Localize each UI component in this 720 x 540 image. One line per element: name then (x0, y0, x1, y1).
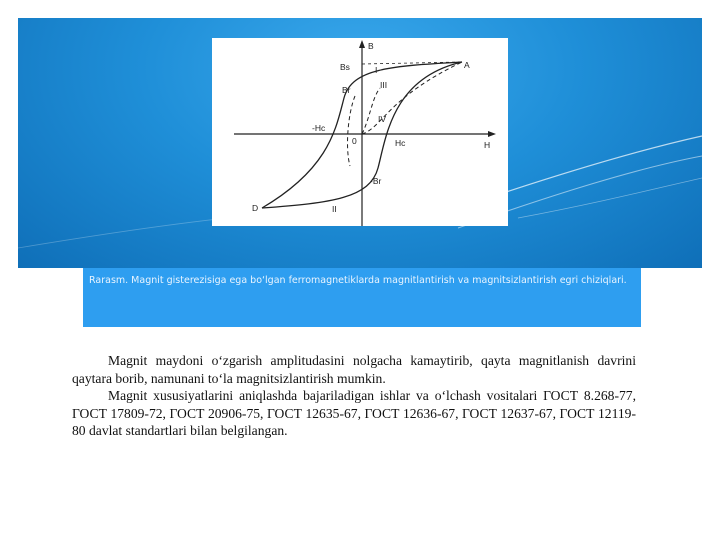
label-curve-iii: III (380, 80, 388, 90)
paragraph-2: Magnit xususiyatlarini aniqlashda bajariladigan ishlar va o‘lchash vositalari ГОСТ 8.268-77, ГОСТ 17809-72, ГОСТ 20906-75, ГОСТ 12635-67, ГОСТ 12636-67, ГОСТ 12637-67, ГОСТ 12119-80 davlat standartlari bilan belgilangan. (72, 388, 636, 438)
label-curve-ii: II (332, 204, 337, 214)
label-origin: 0 (352, 136, 357, 146)
body-text (72, 352, 636, 440)
b-axis-arrow (359, 40, 365, 48)
label-bs: Bs (340, 62, 350, 72)
label-br: Br (342, 85, 351, 95)
label-neg-br: -Br (370, 176, 382, 186)
figure-caption: Rarasm. Magnit gisterezisiga ega bo‘lgan ferromagnetiklarda magnitlantirish va magnitsizlantirish egri chiziqlari. (89, 275, 627, 286)
minor-loop-curve (348, 88, 380, 166)
label-hc: Hc (395, 138, 406, 148)
label-point-a: A (464, 60, 470, 70)
label-point-d: D (252, 203, 259, 213)
paragraph-1: Magnit maydoni o‘zgarish amplitudasini nolgacha kamaytirib, qayta magnitlanish davrini qaytara borib, namunani to‘la magnitsizlantirish mumkin. (72, 353, 636, 386)
figure-caption-box (83, 268, 641, 327)
label-curve-i: I (375, 65, 378, 75)
label-curve-iv: IV (378, 114, 387, 124)
label-neg-hc: -Hc (312, 123, 326, 133)
hysteresis-figure (212, 38, 508, 226)
label-b-axis: B (368, 41, 374, 51)
label-h-axis: H (484, 140, 491, 150)
h-axis-arrow (488, 131, 496, 137)
